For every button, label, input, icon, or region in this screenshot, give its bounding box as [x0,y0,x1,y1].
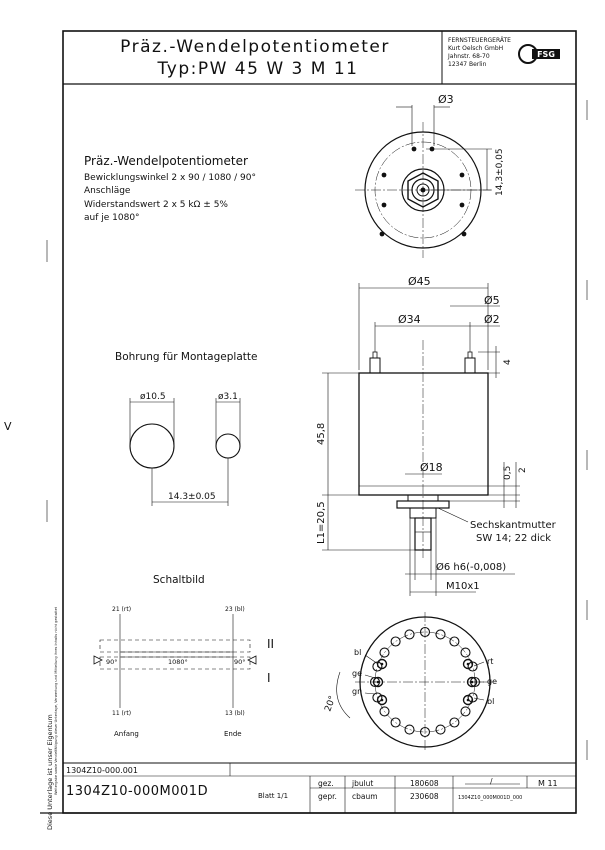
drawing-frame [63,31,576,813]
nut-label-2: SW 14; 22 dick [476,533,552,544]
connected-pin-dot [377,681,380,684]
spec-line-2: Anschläge [84,186,131,196]
dim-0-5: 0,5 [503,465,513,480]
dim-14-3: 14,3±0,05 [495,148,505,196]
pin-bottom-right: 13 (bl) [225,710,245,717]
company-block [447,37,560,68]
connected-pin-dot [381,663,384,666]
gepr-date: 230608 [410,792,439,801]
dim-45-8: 45,8 [316,422,327,445]
dim-m10: M10x1 [446,581,480,592]
gez-name: jbulut [352,779,374,788]
gepr-name: cbaum [352,792,378,801]
spec-line-4: auf je 1080° [84,213,140,223]
margin-mark: V [4,420,12,433]
terminal-pin [436,725,445,734]
bore-view [115,351,257,506]
term-bl-left: bl [354,648,362,657]
spec-block [84,154,256,223]
model-code: M 11 [538,779,558,788]
connected-pin-dot [467,699,470,702]
schematic [94,574,274,738]
angle-mid: 1080° [168,658,188,666]
ownership-stamp [46,606,58,830]
dim-d5: Ø5 [484,294,500,307]
angle-arc [337,672,350,718]
bore-small-circle [216,434,240,458]
gez-date: 180608 [410,779,439,788]
term-ge-right: ge [487,677,497,686]
bore-title: Bohrung für Montageplatte [115,351,258,363]
nut-label-1: Sechskantmutter [470,520,556,531]
label-end: Ende [224,730,242,738]
bore-d1: ø10.5 [140,392,166,402]
side-view [316,275,557,596]
dim-2: 2 [518,467,528,473]
terminal-pin [405,725,414,734]
company-line2: Kurt Oelsch GmbH [448,45,504,52]
dim-d2: Ø2 [484,313,500,326]
gepr-label: gepr. [318,792,337,801]
terminal-pin [461,707,470,716]
term-ge-left: ge [352,669,362,678]
sheet-number: Blatt 1/1 [258,792,289,800]
terminal-pin [461,648,470,657]
terminal-pin [405,630,414,639]
pin-top-left: 21 (rt) [112,606,132,613]
dim-d45: Ø45 [408,275,431,288]
dim-d6: Ø6 h6(-0,008) [436,562,507,573]
front-view [355,93,505,258]
connected-pin-dot [467,663,470,666]
pin-top-right: 23 (bl) [225,606,245,613]
bore-d2: ø3.1 [218,392,238,402]
company-name: FERNSTEUERGERÄTE [448,37,511,44]
terminal-pin [450,718,459,727]
dim-d34: Ø34 [398,313,421,326]
title-block [63,763,576,813]
terminal-pin [391,637,400,646]
bore-dist: 14.3±0.05 [168,492,216,502]
angle-right: 90° [234,658,246,666]
spec-line-1: Bewicklungswinkel 2 x 90 / 1080 / 90° [84,173,256,183]
side-body [359,373,488,495]
title-line-1: Präz.-Wendelpotentiometer [120,37,390,57]
gez-label: gez. [318,779,334,788]
term-angle: 20° [323,694,339,714]
terminal-pin [450,637,459,646]
pin-bottom-left: 11 (rt) [112,710,132,717]
logo-text: FSG [537,50,555,59]
dim-d18: Ø18 [420,461,443,474]
connected-pin-dot [381,699,384,702]
track-label-2: II [267,637,275,651]
file-ref: 1304Z10_000M001D_000 [458,795,523,801]
fsg-logo [519,45,560,63]
angle-left: 90° [106,658,118,666]
spec-line-3: Widerstandswert 2 x 5 kΩ ± 5% [84,200,228,210]
stamp-sub: Weitergabe sowie Vervielfältigung dieser Unterlage, Verwertung und Mitteilung ihres Inhalts nicht gestattet [54,606,58,795]
track-label-1: I [267,671,271,685]
label-start: Anfang [114,730,139,738]
terminal-pin [436,630,445,639]
terminal-view [323,612,497,752]
spec-heading: Präz.-Wendelpotentiometer [84,154,248,168]
term-rt-right: rt [487,657,494,666]
dim-hole-3: Ø3 [438,93,454,106]
company-street: Jahnstr. 68-70 [448,53,490,60]
dim-4: 4 [503,359,513,365]
title-line-2: Typ:PW 45 W 3 M 11 [157,59,359,79]
term-bl-right: bl [487,697,495,706]
drawing-number: 1304Z10-000M001D [66,784,209,799]
track-2 [100,640,250,652]
schematic-title: Schaltbild [153,574,205,586]
blank-slash: / [490,777,493,786]
connected-pin-dot [471,681,474,684]
term-gn-left: gn [352,687,363,696]
stamp-main: Diese Unterlage ist unser Eigentum [46,714,54,830]
company-city: 12347 Berlin [448,61,487,68]
ref-small: 1304Z10-000.001 [66,766,138,775]
bore-large-circle [130,424,174,468]
dim-l1: L1=20,5 [316,501,327,544]
